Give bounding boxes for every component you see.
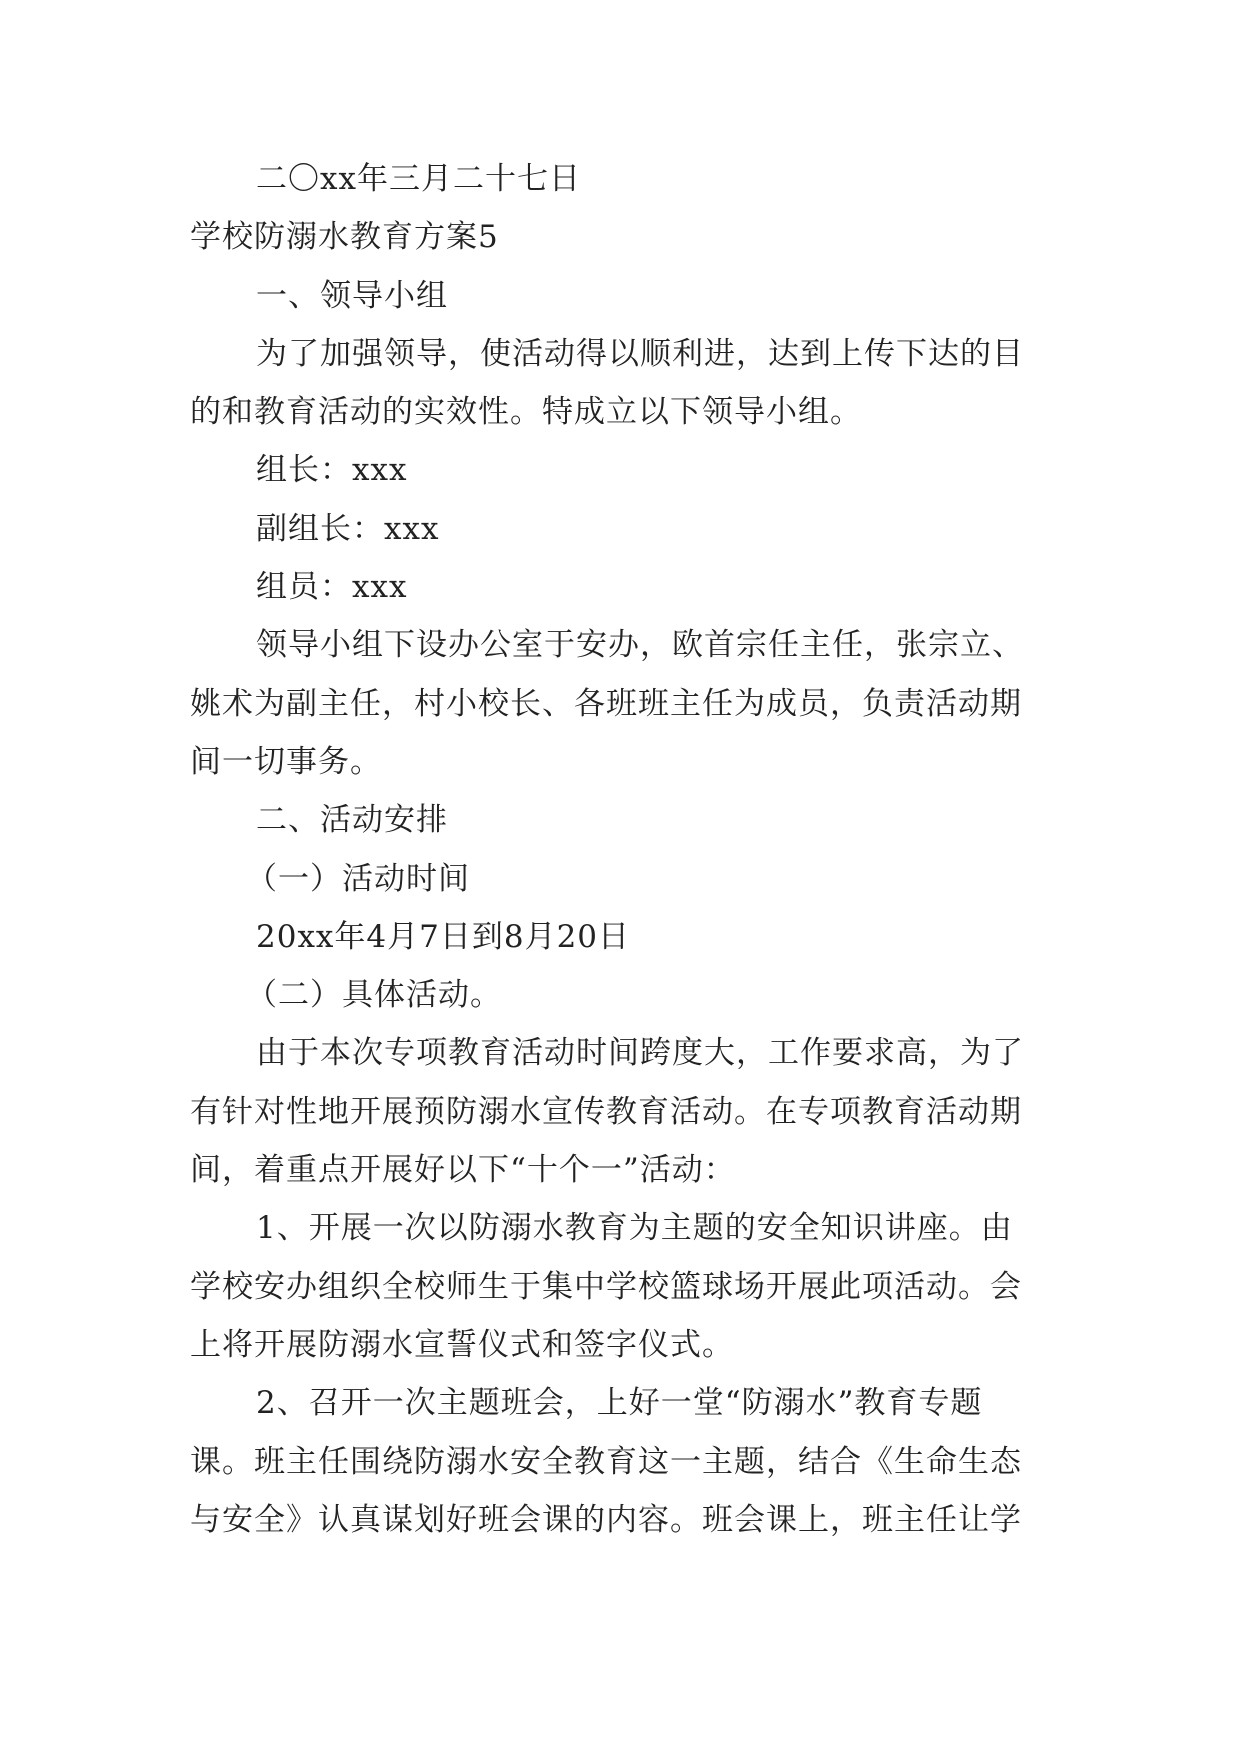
paragraph-line: 由于本次专项教育活动时间跨度大，工作要求高，为了 [256,1035,1024,1072]
section-heading-leadership: 一、领导小组 [256,277,448,314]
document-title: 学校防溺水教育方案5 [190,219,499,256]
list-item-line: 课。班主任围绕防溺水安全教育这一主题，结合《生命生态 [190,1443,1022,1480]
leader-line: 组长：xxx [256,452,408,489]
activity-date-range: 20xx年4月7日到8月20日 [256,918,631,955]
paragraph-line: 的和教育活动的实效性。特成立以下领导小组。 [190,394,862,431]
paragraph-line: 间一切事务。 [190,743,382,780]
date-line: 二〇xx年三月二十七日 [256,161,581,197]
subheading-specific-activities: （二）具体活动。 [246,977,502,1014]
member-line: 组员：xxx [256,569,408,606]
list-item-line: 学校安办组织全校师生于集中学校篮球场开展此项活动。会 [190,1268,1022,1305]
paragraph-line: 领导小组下设办公室于安办，欧首宗任主任，张宗立、 [256,627,1024,664]
list-item-line: 1、开展一次以防溺水教育为主题的安全知识讲座。由 [256,1210,1013,1247]
paragraph-line: 为了加强领导，使活动得以顺利进，达到上传下达的目 [256,335,1024,372]
deputy-leader-line: 副组长：xxx [256,510,440,547]
paragraph-line: 间，着重点开展好以下“十个一”活动： [190,1152,736,1189]
list-item-line: 2、召开一次主题班会，上好一堂“防溺水”教育专题 [256,1385,983,1422]
list-item-line: 与安全》认真谋划好班会课的内容。班会课上，班主任让学 [190,1501,1022,1538]
paragraph-line: 姚术为副主任，村小校长、各班班主任为成员，负责活动期 [190,685,1022,722]
subheading-activity-time: （一）活动时间 [246,860,470,897]
section-heading-activities: 二、活动安排 [256,802,448,839]
document-body [190,150,1070,1549]
paragraph-line: 有针对性地开展预防溺水宣传教育活动。在专项教育活动期 [190,1093,1022,1130]
list-item-line: 上将开展防溺水宣誓仪式和签字仪式。 [190,1326,734,1363]
